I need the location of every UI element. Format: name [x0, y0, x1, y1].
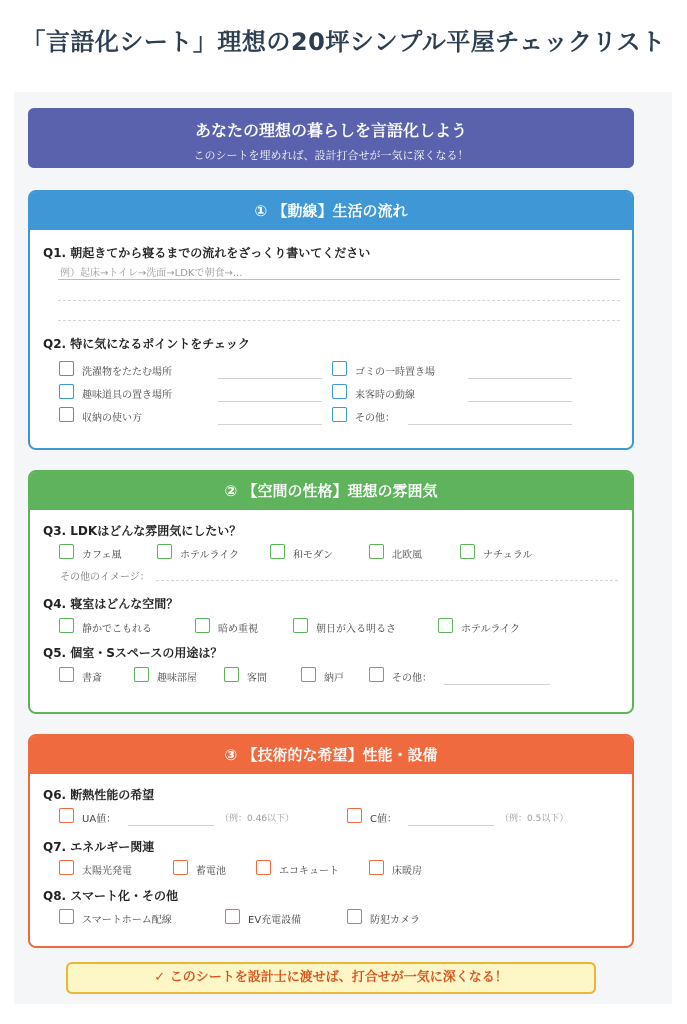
q6-ua-input-line[interactable] [128, 825, 214, 826]
q7-checkbox-battery[interactable] [173, 860, 188, 875]
q5-option-guest-room: 客間 [247, 673, 267, 684]
q2-checkbox-trash[interactable] [332, 361, 347, 376]
q2-option-hobby: 趣味道具の置き場所 [82, 390, 172, 401]
q3-option-nordic: 北欧風 [392, 550, 422, 561]
q5-checkbox-study[interactable] [59, 667, 74, 682]
q1-label: Q1. 朝起きてから寝るまでの流れをざっくり書いてください [43, 246, 371, 260]
q2-option-storage: 収納の使い方 [82, 413, 142, 424]
q7-option-ecocute: エコキュート [279, 866, 339, 877]
q5-option-study: 書斎 [82, 673, 102, 684]
q4-checkbox-hotel[interactable] [438, 618, 453, 633]
q5-checkbox-hobby-room[interactable] [134, 667, 149, 682]
footer-callout: ✓ このシートを設計士に渡せば、打合せが一気に深くなる！ [66, 962, 596, 994]
q3-option-japanese-modern: 和モダン [293, 550, 334, 561]
q2-note-line-guest[interactable] [468, 401, 572, 402]
q4-option-quiet: 静かでこもれる [82, 624, 152, 635]
q7-option-solar: 太陽光発電 [82, 866, 132, 877]
q7-option-battery: 蓄電池 [196, 866, 226, 877]
q7-checkbox-solar[interactable] [59, 860, 74, 875]
q3-label: Q3. LDKはどんな雰囲気にしたい？ [43, 524, 242, 538]
q7-checkbox-floor-heating[interactable] [369, 860, 384, 875]
q5-option-hobby-room: 趣味部屋 [157, 673, 197, 684]
q6-c-hint: （例：0.5以下） [500, 814, 569, 824]
q5-checkbox-other[interactable] [369, 667, 384, 682]
q6-ua-label: UA値： [82, 814, 117, 825]
q1-answer-line-2[interactable] [58, 300, 620, 301]
q3-checkbox-natural[interactable] [460, 544, 475, 559]
section-flow-header: ① 【動線】生活の流れ [30, 192, 632, 230]
section-space-header: ② 【空間の性格】理想の雰囲気 [30, 472, 632, 510]
q5-checkbox-guest-room[interactable] [224, 667, 239, 682]
q4-checkbox-dark[interactable] [195, 618, 210, 633]
q3-other-label: その他のイメージ： [60, 572, 150, 583]
q2-checkbox-storage[interactable] [59, 407, 74, 422]
q7-option-floor-heating: 床暖房 [392, 866, 422, 877]
q6-label: Q6. 断熱性能の希望 [43, 788, 155, 802]
q8-option-smart-home: スマートホーム配線 [82, 915, 172, 926]
q3-other-input-line[interactable] [156, 580, 618, 581]
section-space [28, 470, 634, 714]
q2-note-line-hobby[interactable] [218, 401, 322, 402]
q7-checkbox-ecocute[interactable] [256, 860, 271, 875]
q2-checkbox-other[interactable] [332, 407, 347, 422]
q1-answer-line-1[interactable] [58, 279, 620, 280]
q2-checkbox-laundry[interactable] [59, 361, 74, 376]
intro-banner [28, 108, 634, 168]
q4-label: Q4. 寝室はどんな空間？ [43, 597, 179, 611]
section-flow [28, 190, 634, 450]
q2-note-line-laundry[interactable] [218, 378, 322, 379]
q2-checkbox-hobby[interactable] [59, 384, 74, 399]
q8-checkbox-ev-charger[interactable] [225, 909, 240, 924]
q2-note-line-storage[interactable] [218, 424, 322, 425]
q6-ua-hint: （例：0.46以下） [220, 814, 295, 824]
section-tech-header: ③ 【技術的な希望】性能・設備 [30, 736, 632, 774]
q8-option-security-camera: 防犯カメラ [370, 915, 420, 926]
q3-checkbox-cafe[interactable] [59, 544, 74, 559]
q2-checkbox-guest[interactable] [332, 384, 347, 399]
q2-label: Q2. 特に気になるポイントをチェック [43, 337, 250, 351]
q8-checkbox-security-camera[interactable] [347, 909, 362, 924]
q1-placeholder: 例）起床→トイレ→洗面→LDKで朝食→... [60, 268, 243, 279]
q8-option-ev-charger: EV充電設備 [248, 915, 302, 926]
q2-option-guest: 来客時の動線 [355, 390, 415, 401]
page-title: 「言語化シート」理想の20坪シンプル平屋チェックリスト [21, 28, 666, 56]
q2-note-line-trash[interactable] [468, 378, 572, 379]
q3-checkbox-nordic[interactable] [369, 544, 384, 559]
q1-answer-line-3[interactable] [58, 320, 620, 321]
q5-option-other: その他： [392, 673, 432, 684]
q5-checkbox-storage-room[interactable] [301, 667, 316, 682]
banner-subtitle: このシートを埋めれば、設計打合せが一気に深くなる！ [193, 149, 469, 162]
q5-option-storage-room: 納戸 [324, 673, 344, 684]
q3-option-natural: ナチュラル [483, 550, 533, 561]
q3-checkbox-hotel[interactable] [157, 544, 172, 559]
q2-other-input-line[interactable] [408, 424, 572, 425]
q6-c-input-line[interactable] [408, 825, 494, 826]
q6-checkbox-ua[interactable] [59, 808, 74, 823]
q3-checkbox-japanese-modern[interactable] [270, 544, 285, 559]
q2-option-trash: ゴミの一時置き場 [355, 367, 435, 378]
q2-option-other: その他： [355, 413, 395, 424]
q7-label: Q7. エネルギー関連 [43, 840, 155, 854]
q8-label: Q8. スマート化・その他 [43, 889, 179, 903]
q3-option-cafe: カフェ風 [82, 550, 122, 561]
q4-option-dark: 暗め重視 [218, 624, 258, 635]
q4-checkbox-quiet[interactable] [59, 618, 74, 633]
section-tech [28, 734, 634, 948]
q6-c-label: C値： [370, 814, 397, 825]
q5-other-input-line[interactable] [444, 684, 550, 685]
q3-option-hotel: ホテルライク [180, 550, 239, 561]
q4-option-hotel: ホテルライク [461, 624, 520, 635]
banner-title: あなたの理想の暮らしを言語化しよう [194, 121, 467, 140]
q8-checkbox-smart-home[interactable] [59, 909, 74, 924]
q4-checkbox-morning-light[interactable] [293, 618, 308, 633]
q5-label: Q5. 個室・Sスペースの用途は？ [43, 646, 223, 660]
q4-option-morning-light: 朝日が入る明るさ [316, 624, 396, 635]
q2-option-laundry: 洗濯物をたたむ場所 [82, 367, 172, 378]
q6-checkbox-c[interactable] [347, 808, 362, 823]
